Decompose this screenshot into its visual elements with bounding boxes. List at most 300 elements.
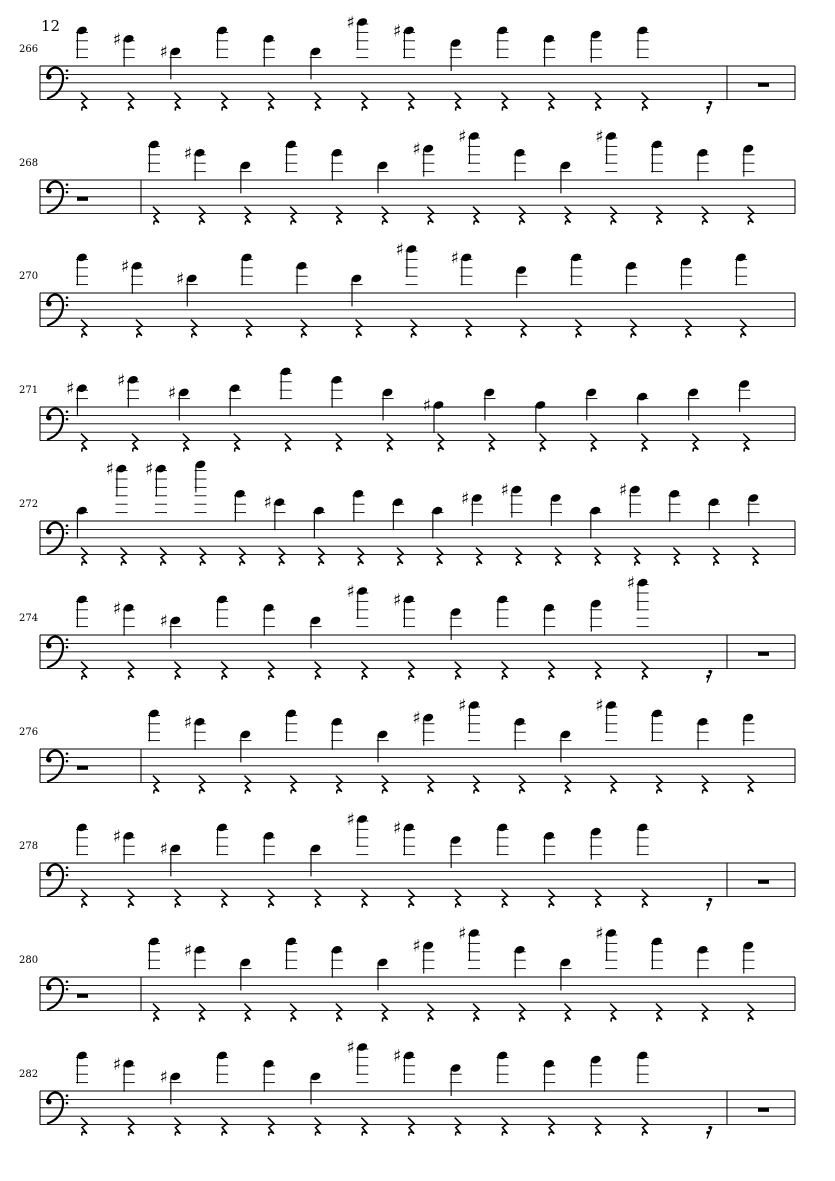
quarter-rest bbox=[221, 93, 227, 111]
quarter-rest bbox=[153, 207, 159, 225]
sharp-icon: ♯ bbox=[263, 493, 272, 514]
quarter-rest bbox=[153, 1004, 159, 1022]
note bbox=[458, 696, 480, 741]
note bbox=[76, 1050, 88, 1083]
note bbox=[263, 34, 275, 67]
note bbox=[113, 30, 135, 67]
quarter-rest bbox=[685, 320, 691, 338]
note bbox=[285, 708, 297, 741]
note bbox=[148, 708, 160, 741]
note bbox=[625, 261, 637, 294]
quarter-rest bbox=[268, 662, 274, 680]
quarter-rest bbox=[268, 1118, 274, 1136]
quarter-rest bbox=[382, 207, 388, 225]
quarter-rest bbox=[702, 776, 708, 794]
note bbox=[184, 941, 206, 978]
quarter-rest bbox=[465, 320, 471, 338]
note bbox=[543, 603, 555, 636]
sharp-icon: ♯ bbox=[112, 598, 121, 619]
staff-system bbox=[19, 459, 795, 565]
note bbox=[105, 460, 127, 513]
quarter-rest bbox=[656, 776, 662, 794]
quarter-rest bbox=[455, 890, 461, 908]
note bbox=[285, 936, 297, 969]
sharp-icon: ♯ bbox=[112, 826, 121, 847]
sharp-icon: ♯ bbox=[595, 127, 604, 147]
measure-number: 280 bbox=[19, 955, 39, 966]
quarter-rest bbox=[476, 548, 482, 566]
quarter-rest bbox=[408, 1118, 414, 1136]
note bbox=[595, 924, 617, 969]
note bbox=[396, 240, 418, 285]
quarter-rest bbox=[436, 548, 442, 566]
quarter-rest bbox=[515, 548, 521, 566]
quarter-rest bbox=[221, 890, 227, 908]
note bbox=[651, 708, 663, 741]
note bbox=[148, 936, 160, 969]
note bbox=[590, 1055, 602, 1088]
note bbox=[229, 383, 241, 416]
note bbox=[263, 831, 275, 864]
quarter-rest bbox=[199, 776, 205, 794]
note bbox=[331, 375, 343, 408]
quarter-rest bbox=[702, 207, 708, 225]
quarter-rest bbox=[501, 1118, 507, 1136]
note bbox=[352, 489, 364, 522]
quarter-rest bbox=[397, 548, 403, 566]
quarter-rest bbox=[301, 320, 307, 338]
quarter-rest bbox=[336, 776, 342, 794]
quarter-rest bbox=[357, 548, 363, 566]
sharp-icon: ♯ bbox=[595, 696, 604, 716]
sharp-icon: ♯ bbox=[412, 708, 421, 729]
quarter-rest bbox=[290, 207, 296, 225]
quarter-rest bbox=[290, 1004, 296, 1022]
whole-rest bbox=[758, 83, 769, 87]
quarter-rest bbox=[81, 93, 87, 111]
quarter-rest bbox=[268, 93, 274, 111]
sharp-icon: ♯ bbox=[159, 611, 168, 632]
note bbox=[450, 248, 472, 285]
measure-number: 274 bbox=[19, 613, 39, 624]
note bbox=[184, 713, 206, 750]
note bbox=[216, 594, 228, 627]
sharp-icon: ♯ bbox=[346, 810, 355, 830]
quarter-rest bbox=[315, 890, 321, 908]
staff-system bbox=[19, 240, 795, 338]
sharp-icon: ♯ bbox=[393, 590, 402, 611]
quarter-rest bbox=[356, 320, 362, 338]
note bbox=[496, 1050, 508, 1083]
note bbox=[216, 25, 228, 58]
note bbox=[590, 599, 602, 632]
quarter-rest bbox=[548, 890, 554, 908]
note bbox=[263, 493, 285, 530]
sharp-icon: ♯ bbox=[618, 480, 628, 501]
sharp-icon: ♯ bbox=[422, 396, 431, 416]
note bbox=[76, 506, 88, 539]
quarter-rest bbox=[489, 434, 495, 452]
note bbox=[514, 945, 526, 978]
whole-rest bbox=[758, 1108, 769, 1112]
note bbox=[589, 506, 601, 539]
note bbox=[194, 459, 206, 512]
note bbox=[742, 144, 754, 177]
quarter-rest bbox=[382, 776, 388, 794]
sharp-icon: ♯ bbox=[159, 42, 168, 63]
note bbox=[496, 594, 508, 627]
sharp-icon: ♯ bbox=[458, 127, 467, 147]
quarter-rest bbox=[455, 662, 461, 680]
note bbox=[595, 127, 617, 172]
note bbox=[627, 574, 649, 627]
note bbox=[113, 599, 135, 636]
quarter-rest bbox=[473, 776, 479, 794]
note bbox=[461, 489, 483, 526]
sharp-icon: ♯ bbox=[112, 1054, 121, 1075]
quarter-rest bbox=[408, 93, 414, 111]
measure-number: 282 bbox=[19, 1069, 39, 1080]
measure-number: 272 bbox=[19, 499, 39, 510]
quarter-rest bbox=[642, 890, 648, 908]
quarter-rest bbox=[548, 93, 554, 111]
note bbox=[296, 261, 308, 294]
note bbox=[393, 590, 415, 627]
staff-system bbox=[19, 924, 795, 1022]
quarter-rest bbox=[128, 890, 134, 908]
note bbox=[76, 252, 88, 285]
quarter-rest bbox=[519, 1004, 525, 1022]
quarter-rest bbox=[595, 93, 601, 111]
quarter-rest bbox=[501, 662, 507, 680]
note bbox=[412, 937, 434, 974]
note bbox=[742, 941, 754, 974]
quarter-rest bbox=[656, 1004, 662, 1022]
sharp-icon: ♯ bbox=[450, 248, 459, 269]
quarter-rest bbox=[610, 1004, 616, 1022]
note bbox=[346, 810, 368, 855]
note bbox=[346, 13, 368, 58]
measure-number: 268 bbox=[19, 158, 39, 169]
staff-system bbox=[19, 366, 795, 451]
sharp-icon: ♯ bbox=[500, 480, 509, 501]
quarter-rest bbox=[160, 548, 166, 566]
sharp-icon: ♯ bbox=[183, 143, 192, 164]
note bbox=[145, 460, 167, 513]
note bbox=[392, 497, 404, 530]
note bbox=[393, 21, 415, 58]
sharp-icon: ♯ bbox=[183, 712, 192, 733]
note bbox=[535, 400, 547, 433]
note bbox=[570, 252, 582, 285]
quarter-rest bbox=[595, 890, 601, 908]
quarter-rest bbox=[427, 776, 433, 794]
note bbox=[216, 1050, 228, 1083]
quarter-rest bbox=[519, 776, 525, 794]
quarter-rest bbox=[132, 434, 138, 452]
staff-system bbox=[19, 127, 795, 225]
note bbox=[113, 827, 135, 864]
quarter-rest bbox=[548, 1118, 554, 1136]
note bbox=[159, 839, 181, 876]
note bbox=[590, 30, 602, 63]
quarter-rest bbox=[244, 776, 250, 794]
note bbox=[458, 127, 480, 172]
note bbox=[496, 25, 508, 58]
quarter-rest bbox=[473, 1004, 479, 1022]
note bbox=[742, 713, 754, 746]
quarter-rest bbox=[473, 207, 479, 225]
quarter-rest bbox=[315, 1118, 321, 1136]
note bbox=[651, 139, 663, 172]
quarter-rest bbox=[630, 320, 636, 338]
quarter-rest bbox=[361, 662, 367, 680]
note bbox=[636, 392, 648, 425]
quarter-rest bbox=[278, 548, 284, 566]
note bbox=[285, 139, 297, 172]
sharp-icon: ♯ bbox=[393, 1046, 402, 1067]
note bbox=[159, 1067, 181, 1104]
quarter-rest bbox=[361, 93, 367, 111]
quarter-rest bbox=[336, 1004, 342, 1022]
quarter-rest bbox=[747, 207, 753, 225]
quarter-rest bbox=[199, 548, 205, 566]
whole-rest bbox=[758, 652, 769, 656]
staff-system bbox=[19, 574, 795, 683]
quarter-rest bbox=[234, 434, 240, 452]
quarter-rest bbox=[642, 662, 648, 680]
note bbox=[412, 140, 434, 177]
note bbox=[423, 396, 445, 433]
sharp-icon: ♯ bbox=[346, 1038, 355, 1058]
note bbox=[234, 489, 246, 522]
quarter-rest bbox=[642, 1118, 648, 1136]
quarter-rest bbox=[501, 890, 507, 908]
sharp-icon: ♯ bbox=[144, 459, 154, 480]
quarter-rest bbox=[610, 207, 616, 225]
quarter-rest bbox=[290, 776, 296, 794]
measure-number: 278 bbox=[19, 841, 39, 852]
quarter-rest bbox=[752, 548, 758, 566]
quarter-rest bbox=[81, 1118, 87, 1136]
quarter-rest bbox=[595, 1118, 601, 1136]
quarter-rest bbox=[239, 548, 245, 566]
quarter-rest bbox=[656, 207, 662, 225]
note bbox=[543, 1059, 555, 1092]
sharp-icon: ♯ bbox=[412, 936, 421, 957]
note bbox=[159, 42, 181, 79]
systems bbox=[19, 13, 795, 1139]
quarter-rest bbox=[153, 776, 159, 794]
note bbox=[241, 252, 253, 285]
note bbox=[637, 25, 649, 58]
note bbox=[263, 1059, 275, 1092]
note bbox=[331, 717, 343, 750]
quarter-rest bbox=[555, 548, 561, 566]
quarter-rest bbox=[81, 890, 87, 908]
note bbox=[176, 269, 198, 306]
quarter-rest bbox=[634, 548, 640, 566]
note bbox=[216, 822, 228, 855]
note bbox=[651, 936, 663, 969]
sharp-icon: ♯ bbox=[183, 940, 192, 961]
sharp-icon: ♯ bbox=[626, 573, 635, 594]
sharp-icon: ♯ bbox=[460, 489, 470, 509]
staff-system bbox=[19, 13, 795, 114]
quarter-rest bbox=[183, 434, 189, 452]
quarter-rest bbox=[594, 548, 600, 566]
quarter-rest bbox=[221, 1118, 227, 1136]
measure-number: 266 bbox=[19, 44, 39, 55]
note bbox=[113, 1055, 135, 1092]
quarter-rest bbox=[361, 1118, 367, 1136]
sharp-icon: ♯ bbox=[120, 256, 130, 277]
quarter-rest bbox=[315, 93, 321, 111]
measure-number: 271 bbox=[19, 385, 39, 396]
whole-rest bbox=[77, 197, 88, 201]
quarter-rest bbox=[361, 890, 367, 908]
quarter-rest bbox=[501, 93, 507, 111]
note bbox=[76, 594, 88, 627]
note bbox=[514, 717, 526, 750]
note bbox=[637, 1050, 649, 1083]
note bbox=[148, 139, 160, 172]
sharp-icon: ♯ bbox=[458, 696, 467, 716]
quarter-rest bbox=[520, 320, 526, 338]
quarter-rest bbox=[382, 1004, 388, 1022]
note bbox=[168, 383, 190, 420]
note bbox=[458, 924, 480, 969]
quarter-rest bbox=[128, 662, 134, 680]
quarter-rest bbox=[81, 662, 87, 680]
staff-system bbox=[19, 696, 795, 794]
note bbox=[680, 257, 692, 290]
quarter-rest bbox=[81, 434, 87, 452]
note bbox=[431, 506, 443, 539]
staff-system bbox=[19, 1038, 795, 1139]
note bbox=[697, 148, 709, 181]
quarter-rest bbox=[427, 1004, 433, 1022]
note bbox=[708, 497, 720, 530]
quarter-rest bbox=[136, 320, 142, 338]
quarter-rest bbox=[595, 662, 601, 680]
quarter-rest bbox=[641, 434, 647, 452]
quarter-rest bbox=[81, 320, 87, 338]
note bbox=[121, 257, 143, 294]
note bbox=[331, 945, 343, 978]
quarter-rest bbox=[174, 1118, 180, 1136]
quarter-rest bbox=[673, 548, 679, 566]
note bbox=[412, 709, 434, 746]
quarter-rest bbox=[199, 207, 205, 225]
staff-system bbox=[19, 810, 795, 911]
note bbox=[66, 379, 88, 416]
quarter-rest bbox=[318, 548, 324, 566]
sharp-icon: ♯ bbox=[412, 139, 421, 160]
sharp-icon: ♯ bbox=[105, 459, 114, 480]
note bbox=[697, 717, 709, 750]
measure-number: 276 bbox=[19, 727, 39, 738]
note bbox=[393, 1046, 415, 1083]
quarter-rest bbox=[174, 890, 180, 908]
sharp-icon: ♯ bbox=[595, 924, 604, 944]
sharp-icon: ♯ bbox=[159, 839, 168, 860]
quarter-rest bbox=[743, 434, 749, 452]
quarter-rest bbox=[128, 1118, 134, 1136]
quarter-rest bbox=[408, 662, 414, 680]
note bbox=[393, 818, 415, 855]
quarter-rest bbox=[539, 434, 545, 452]
note bbox=[637, 822, 649, 855]
quarter-rest bbox=[575, 320, 581, 338]
quarter-rest bbox=[336, 434, 342, 452]
quarter-rest bbox=[455, 93, 461, 111]
quarter-rest bbox=[411, 320, 417, 338]
sharp-icon: ♯ bbox=[458, 924, 467, 944]
quarter-rest bbox=[747, 1004, 753, 1022]
sharp-icon: ♯ bbox=[395, 240, 404, 260]
note bbox=[331, 148, 343, 181]
quarter-rest bbox=[565, 776, 571, 794]
page-number: 12 bbox=[41, 17, 61, 35]
quarter-rest bbox=[336, 207, 342, 225]
quarter-rest bbox=[565, 1004, 571, 1022]
sharp-icon: ♯ bbox=[393, 818, 402, 839]
quarter-rest bbox=[548, 662, 554, 680]
sharp-icon: ♯ bbox=[167, 383, 177, 404]
quarter-rest bbox=[692, 434, 698, 452]
note bbox=[346, 1038, 368, 1083]
quarter-rest bbox=[268, 890, 274, 908]
note bbox=[500, 481, 522, 518]
quarter-rest bbox=[642, 93, 648, 111]
quarter-rest bbox=[519, 207, 525, 225]
note bbox=[346, 582, 368, 627]
note bbox=[697, 945, 709, 978]
quarter-rest bbox=[610, 776, 616, 794]
whole-rest bbox=[77, 994, 88, 998]
quarter-rest bbox=[747, 776, 753, 794]
note bbox=[619, 481, 641, 518]
note bbox=[595, 696, 617, 741]
quarter-rest bbox=[191, 320, 197, 338]
note bbox=[543, 831, 555, 864]
note bbox=[280, 366, 292, 399]
sharp-icon: ♯ bbox=[116, 370, 126, 391]
sharp-icon: ♯ bbox=[159, 1067, 168, 1088]
sharp-icon: ♯ bbox=[346, 582, 355, 602]
quarter-rest bbox=[128, 93, 134, 111]
note bbox=[159, 611, 181, 648]
quarter-rest bbox=[315, 662, 321, 680]
quarter-rest bbox=[221, 662, 227, 680]
note bbox=[543, 34, 555, 67]
note bbox=[117, 371, 139, 408]
quarter-rest bbox=[246, 320, 252, 338]
quarter-rest bbox=[702, 1004, 708, 1022]
quarter-rest bbox=[244, 1004, 250, 1022]
quarter-rest bbox=[174, 93, 180, 111]
sharp-icon: ♯ bbox=[175, 269, 185, 290]
quarter-rest bbox=[408, 890, 414, 908]
note bbox=[263, 603, 275, 636]
quarter-rest bbox=[590, 434, 596, 452]
sharp-icon: ♯ bbox=[112, 29, 121, 50]
quarter-rest bbox=[713, 548, 719, 566]
note bbox=[184, 144, 206, 181]
quarter-rest bbox=[438, 434, 444, 452]
note bbox=[668, 489, 680, 522]
